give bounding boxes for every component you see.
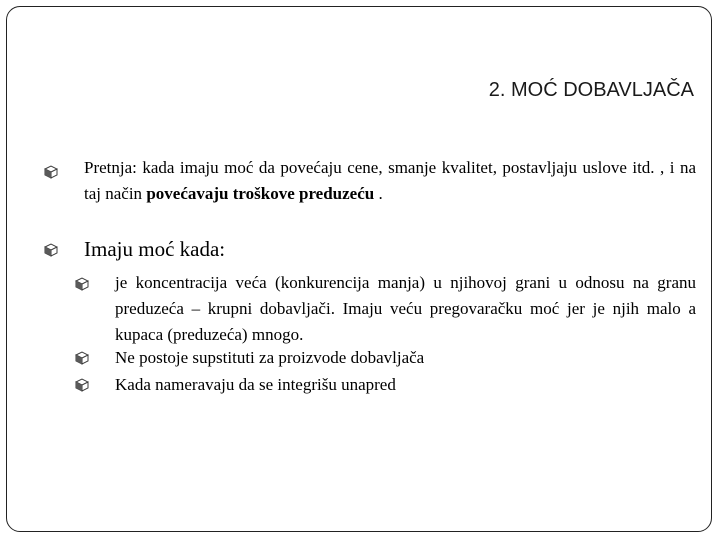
sub-bullet-integration: Kada nameravaju da se integrišu unapred [115, 375, 396, 394]
threat-text-start: Pretnja: kada imaju moć da povećaju cene, smanje kvalitet, postavljaju uslove itd. , i na taj način [84, 158, 696, 203]
sub-bullet-icon [75, 378, 89, 392]
sub-bullet-concentration: je koncentracija veća (konkurencija manja) u njihovoj grani u odnosu na granu preduzeća – krupni dobavljači. Imaju veću pregovaračku moć jer je njih malo a kupaca (preduzeća) mnogo. [115, 273, 696, 344]
sub-bullet-icon [75, 351, 89, 365]
bullet-threat-text [84, 155, 696, 207]
threat-text-bold: povećavaju troškove preduzeću [146, 184, 375, 203]
bullet-icon [44, 243, 58, 257]
bullet-icon [44, 165, 58, 179]
sub-bullet-icon [75, 277, 89, 291]
slide-title: 2. MOĆ DOBAVLJAČA [488, 79, 694, 101]
threat-text-end: . [374, 184, 383, 203]
bullet-power-heading: Imaju moć kada: [84, 237, 226, 261]
sub-bullet-substitutes: Ne postoje supstituti za proizvode dobavljača [115, 348, 425, 367]
